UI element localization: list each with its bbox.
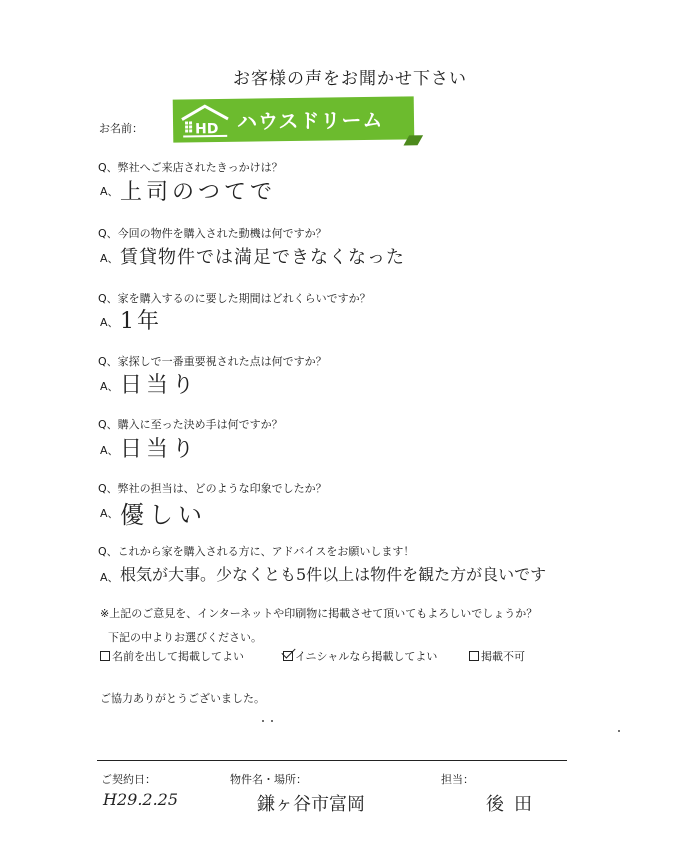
property-value: 鎌ヶ谷市富岡 xyxy=(257,794,365,815)
scan-speck xyxy=(271,720,273,722)
checkbox[interactable] xyxy=(100,651,110,661)
answer-7-label: A、 xyxy=(100,571,119,584)
thanks-message: ご協力ありがとうございました。 xyxy=(100,692,265,705)
question-2: Q、今回の物件を購入された動機は何ですか？ xyxy=(98,227,327,240)
consent-option-name[interactable] xyxy=(100,648,244,664)
answer-3: 1年 xyxy=(120,309,162,334)
checkbox-checked[interactable] xyxy=(283,651,293,661)
answer-4: 日当り xyxy=(120,373,199,398)
staff-label: 担当： xyxy=(441,773,474,786)
scan-speck xyxy=(618,730,620,732)
question-6: Q、弊社の担当は、どのような印象でしたか？ xyxy=(98,482,327,495)
footer-divider xyxy=(97,760,567,761)
logo-mark-text: HD xyxy=(195,120,219,137)
logo-text: ハウスドリーム xyxy=(236,107,384,134)
answer-4-label: A、 xyxy=(100,380,119,393)
question-3: Q、家を購入するのに要した期間はどれくらいですか？ xyxy=(98,292,371,305)
staff-value: 後田 xyxy=(486,794,542,815)
customer-name-logo xyxy=(173,96,415,142)
logo-fold-decoration xyxy=(403,135,423,145)
answer-7: 根気が大事。少なくとも5件以上は物件を観た方が良いです xyxy=(120,565,547,584)
question-4: Q、家探しで一番重要視された点は何ですか？ xyxy=(98,355,327,368)
house-logo-icon xyxy=(179,102,231,139)
answer-5-label: A、 xyxy=(100,444,119,457)
consent-option-none[interactable] xyxy=(469,648,525,664)
question-7: Q、これから家を購入される方に、アドバイスをお願いします！ xyxy=(98,545,415,558)
question-5: Q、購入に至った決め手は何ですか？ xyxy=(98,418,283,431)
answer-6: 優しい xyxy=(120,501,207,529)
form-title: お客様の声をお聞かせ下さい xyxy=(233,69,467,89)
checkbox[interactable] xyxy=(469,651,479,661)
consent-option-initials[interactable] xyxy=(283,648,437,664)
consent-option-label: 名前を出して掲載してよい xyxy=(112,650,244,663)
contract-date-label: ご契約日： xyxy=(101,773,156,786)
answer-6-label: A、 xyxy=(100,507,119,520)
answer-2: 賃貸物件では満足できなくなった xyxy=(120,247,405,268)
answer-5: 日当り xyxy=(120,437,199,462)
consent-subnote: 下記の中よりお選びください。 xyxy=(108,631,262,644)
contract-date-value: H29.2.25 xyxy=(103,790,179,809)
consent-note: ※上記のご意見を、インターネットや印刷物に掲載させて頂いてもよろしいでしょうか？ xyxy=(100,607,538,620)
question-1: Q、弊社へご来店されたきっかけは？ xyxy=(98,161,283,174)
answer-3-label: A、 xyxy=(100,316,119,329)
property-label: 物件名・場所： xyxy=(230,773,307,786)
name-label: お名前： xyxy=(99,122,143,135)
answer-1-label: A、 xyxy=(100,185,119,198)
answer-2-label: A、 xyxy=(100,252,119,265)
consent-option-label: イニシャルなら掲載してよい xyxy=(295,650,438,663)
consent-option-label: 掲載不可 xyxy=(481,650,525,663)
answer-1: 上司のつてで xyxy=(120,180,277,205)
scan-speck xyxy=(262,720,264,722)
